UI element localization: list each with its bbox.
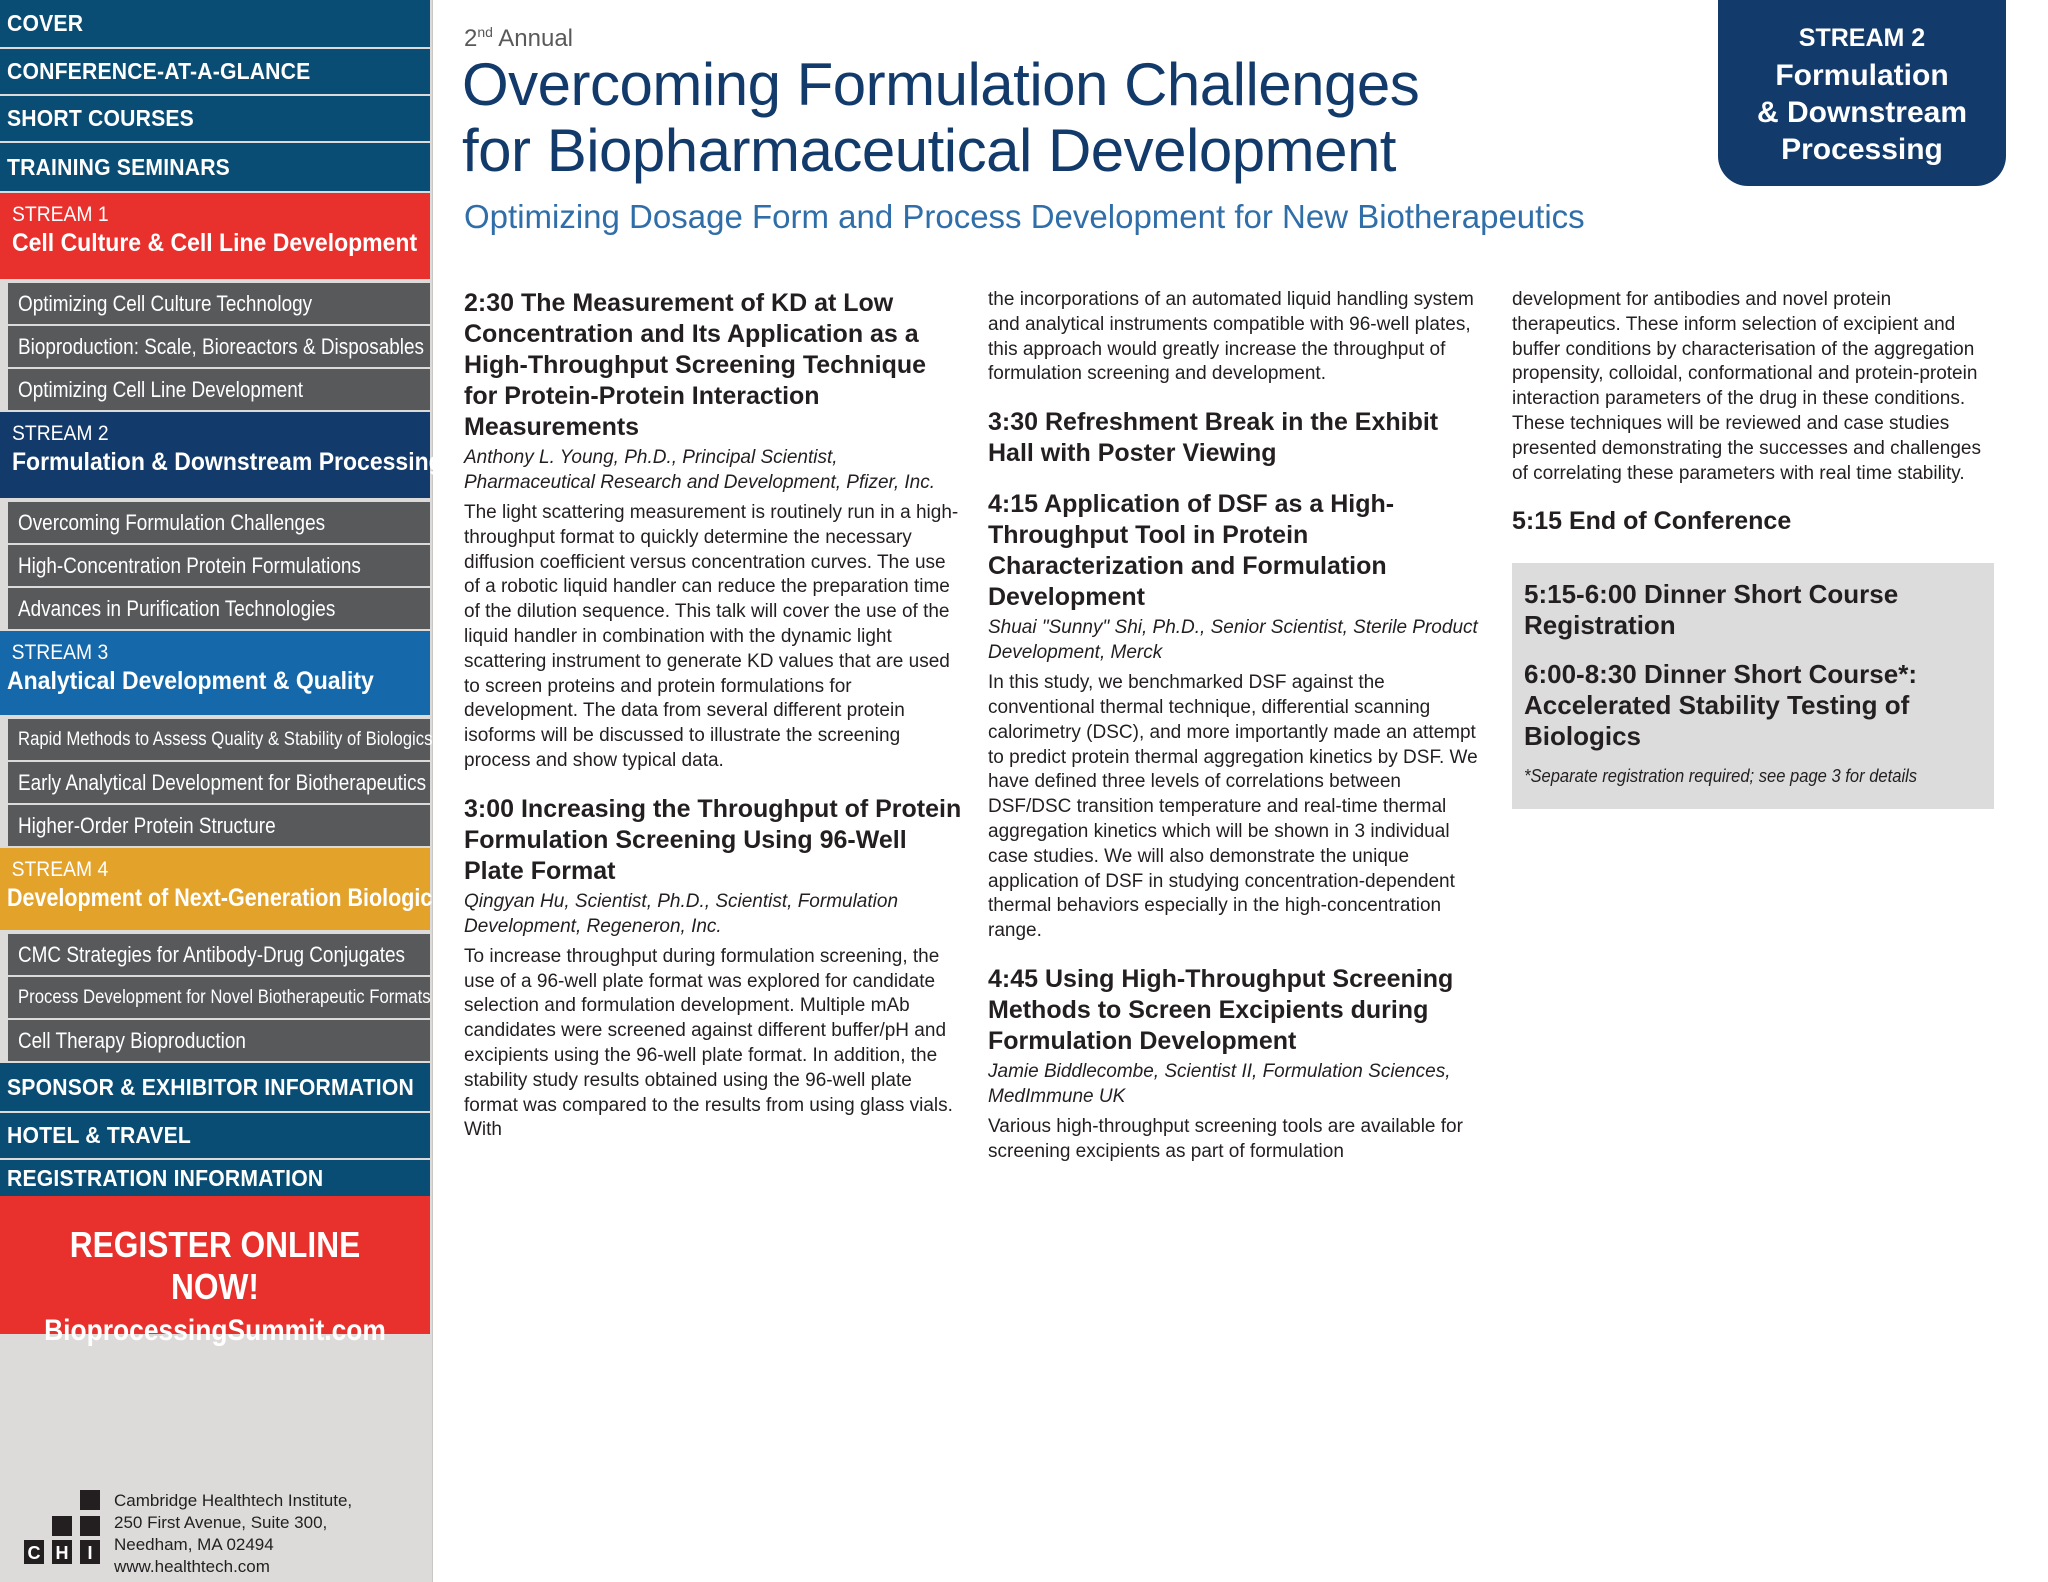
talk-abstract-continued: the incorporations of an automated liquid handling system and analytical instruments compatible with 96-well plates, this approach would greatly increase the throughput of formulation screening and development. [988, 289, 1474, 385]
stream-1-item-cell-culture[interactable] [8, 283, 430, 324]
nav-training-seminars-label: TRAINING SEMINARS [7, 153, 230, 180]
stream-2-item-purification[interactable] [8, 588, 430, 629]
stream-4-item-label: CMC Strategies for Antibody-Drug Conjugates [18, 941, 405, 967]
talk-abstract: The light scattering measurement is routinely run in a high-throughput format to quickly determine the necessary diffusion coefficient versus concentration curves. The use of a robotic liquid handler can reduce the preparation time of the dilution sequence. This talk will cover the use of the liquid handler in combination with the dynamic light scattering instrument to generate KD values that are used to screen proteins and protein formulations for development. The data from several different protein isoforms will be discussed to illustrate the screening process and show typical data. [464, 502, 959, 771]
page-title-line-2: for Biopharmaceutical Development [462, 117, 1396, 184]
end-of-conference-title: 5:15 End of Conference [1512, 507, 1792, 536]
nav-cover[interactable] [0, 0, 430, 49]
content-column-2 [988, 288, 1488, 1165]
talk-abstract: To increase throughput during formulation screening, the use of a 96-well plate format was explored for candidate selection and formulation development. Multiple mAb candidates were screened against different buffer/pH and excipients using the 96-well plate format. In addition, the stability study results obtained using the 96-well plate format was compared to the results from using glass vials. With [464, 945, 953, 1141]
stream-2-header[interactable] [0, 412, 443, 500]
stream-1-item-bioproduction[interactable] [8, 326, 430, 367]
stream-3-name: Analytical Development & Quality [7, 667, 374, 695]
register-online-button[interactable] [0, 1196, 430, 1347]
nav-cover-label: COVER [7, 10, 84, 36]
stream-4-item-cell-therapy[interactable] [8, 1020, 430, 1061]
chi-logo-icon [24, 1490, 102, 1566]
talk-abstract-continued: development for antibodies and novel protein therapeutics. These inform selection of excipient and buffer conditions by characterisation of the aggregation propensity, colloidal, conformational and protein-protein interaction parameters of the drug in these conditions. These techniques will be reviewed and case studies presented demonstrating the successes and challenges of correlating these parameters with real time stability. [1512, 289, 1981, 484]
nav-conference-at-a-glance[interactable] [0, 49, 430, 96]
address-line: Needham, MA 02494 [114, 1535, 274, 1554]
talk-speaker: Qingyan Hu, Scientist, Ph.D., Scientist, Formulation Development, Regeneron, Inc. [464, 890, 899, 937]
stream-1-header[interactable] [0, 193, 430, 281]
nav-sponsor-exhibitor-label: SPONSOR & EXHIBITOR INFORMATION [7, 1073, 414, 1100]
content-column-3 [1512, 288, 1996, 809]
dinner-registration-title: 5:15-6:00 Dinner Short Course Registration [1524, 579, 1899, 641]
stream-4-name: Development of Next-Generation Biologics [7, 884, 445, 912]
stream-1-number: STREAM 1 [12, 203, 109, 226]
stream-3-item-label: Early Analytical Development for Biotherapeutics [18, 769, 427, 795]
nav-conference-at-a-glance-label: CONFERENCE-AT-A-GLANCE [7, 58, 311, 84]
stream-2-item-label: High-Concentration Protein Formulations [18, 552, 361, 578]
talk-title: 3:00 Increasing the Throughput of Protein Formulation Screening Using 96-Well Plate Format [464, 794, 962, 885]
stream-3-item-higher-order[interactable] [8, 805, 430, 846]
annual-word: Annual [492, 25, 574, 52]
chi-address [114, 1490, 352, 1578]
stream-tab-name-line: & Downstream [1756, 96, 1968, 129]
stream-3-item-label: Higher-Order Protein Structure [18, 812, 276, 838]
stream-2-item-label: Advances in Purification Technologies [18, 595, 336, 621]
nav-short-courses[interactable] [0, 96, 430, 143]
stream-4-item-label: Process Development for Novel Biotherapeutic Formats [18, 986, 431, 1008]
talk-speaker: Shuai "Sunny" Shi, Ph.D., Senior Scientist, Sterile Product Development, Merck [988, 617, 1478, 664]
stream-4-header[interactable] [0, 848, 445, 932]
register-url-label: BioprocessingSummit.com [44, 1314, 386, 1347]
sidebar-navigation [0, 0, 445, 1582]
stream-4-item-label: Cell Therapy Bioproduction [18, 1027, 246, 1053]
chi-logo-letter-i: I [87, 1543, 93, 1563]
stream-2-item-label: Overcoming Formulation Challenges [18, 509, 326, 535]
stream-3-item-early-analytical[interactable] [8, 762, 430, 803]
nav-hotel-travel-label: HOTEL & TRAVEL [7, 1122, 192, 1148]
stream-2-number: STREAM 2 [12, 422, 109, 445]
stream-tab-name-line: Formulation [1775, 59, 1949, 92]
stream-tab-name-line: Processing [1781, 133, 1943, 166]
nav-registration-information-label: REGISTRATION INFORMATION [7, 1164, 324, 1191]
stream-tab-label: STREAM 2 [1798, 24, 1926, 52]
website-link[interactable]: www.healthtech.com [114, 1557, 270, 1576]
stream-1-item-cell-line[interactable] [8, 369, 430, 410]
stream-1-item-label: Optimizing Cell Culture Technology [18, 290, 313, 316]
talk-abstract: Various high-throughput screening tools are available for screening excipients as part of formulation [988, 1115, 1463, 1162]
nav-training-seminars[interactable] [0, 143, 430, 193]
talk-abstract: In this study, we benchmarked DSF against the conventional thermal technique, differential scanning calorimetry (DSC), and more importantly made an attempt to predict protein thermal aggregation kinetics by DSF. We have defined three levels of correlations between DSF/DSC transition temperature and real-time thermal aggregation kinetics which will be shown in 3 individual case studies. We will also demonstrate the unique application of DSF in studying concentration-dependent thermal behaviors especially in the high-concentration range. [988, 672, 1478, 942]
dinner-short-course-box [1512, 563, 1994, 809]
page-title-line-1: Overcoming Formulation Challenges [462, 51, 1420, 118]
stream-2-item-high-concentration[interactable] [8, 545, 430, 586]
dinner-course-note: *Separate registration required; see page 3 for details [1524, 766, 1918, 787]
talk-title: 4:45 Using High-Throughput Screening Methods to Screen Excipients during Formulation Development [988, 964, 1454, 1055]
content-column-1 [464, 288, 964, 1143]
annual-ordinal: nd [477, 24, 493, 40]
annual-label [464, 24, 573, 53]
stream-2-item-formulation-challenges[interactable] [8, 502, 430, 543]
dinner-course-title: 6:00-8:30 Dinner Short Course*: Accelerated Stability Testing of Biologics [1524, 659, 1917, 752]
nav-registration-information[interactable] [0, 1160, 430, 1196]
page-subtitle: Optimizing Dosage Form and Process Development for New Biotherapeutics [464, 198, 1585, 235]
talk-title: 4:15 Application of DSF as a High-Throughput Tool in Protein Characterization and Formulation Development [988, 490, 1395, 612]
stream-4-number: STREAM 4 [11, 858, 109, 881]
break-title: 3:30 Refreshment Break in the Exhibit Hall with Poster Viewing [988, 408, 1439, 468]
stream-1-name: Cell Culture & Cell Line Development [12, 229, 418, 257]
stream-4-item-process-development[interactable] [8, 977, 430, 1018]
register-online-label: REGISTER ONLINE NOW! [69, 1224, 361, 1307]
address-line: Cambridge Healthtech Institute, [114, 1491, 353, 1510]
annual-number: 2 [464, 25, 478, 52]
talk-title: 2:30 The Measurement of KD at Low Concentration and Its Application as a High-Throughput Screening Technique for Protein-Protein Interaction Measurements [464, 289, 927, 441]
nav-sponsor-exhibitor[interactable] [0, 1063, 430, 1113]
address-line: 250 First Avenue, Suite 300, [114, 1513, 328, 1532]
stream-tab-badge [1718, 0, 2006, 186]
stream-1-item-label: Bioproduction: Scale, Bioreactors & Disposables [18, 333, 424, 359]
talk-speaker: Jamie Biddlecombe, Scientist II, Formulation Sciences, MedImmune UK [988, 1060, 1451, 1107]
stream-3-number: STREAM 3 [11, 641, 109, 664]
stream-3-header[interactable] [0, 631, 430, 717]
nav-hotel-travel[interactable] [0, 1113, 430, 1160]
stream-3-item-rapid-methods[interactable] [8, 719, 433, 760]
chi-logo-letter-c: C [27, 1543, 41, 1563]
talk-speaker: Anthony L. Young, Ph.D., Principal Scientist, Pharmaceutical Research and Development, Pfizer, Inc. [464, 447, 936, 493]
stream-2-name: Formulation & Downstream Processing [12, 448, 443, 476]
stream-1-item-label: Optimizing Cell Line Development [18, 376, 303, 402]
nav-short-courses-label: SHORT COURSES [7, 105, 194, 131]
chi-logo-letter-h: H [55, 1543, 69, 1563]
page-title [462, 52, 1419, 184]
stream-4-item-cmc-strategies[interactable] [8, 934, 430, 975]
stream-3-item-label: Rapid Methods to Assess Quality & Stability of Biologics [18, 728, 433, 750]
